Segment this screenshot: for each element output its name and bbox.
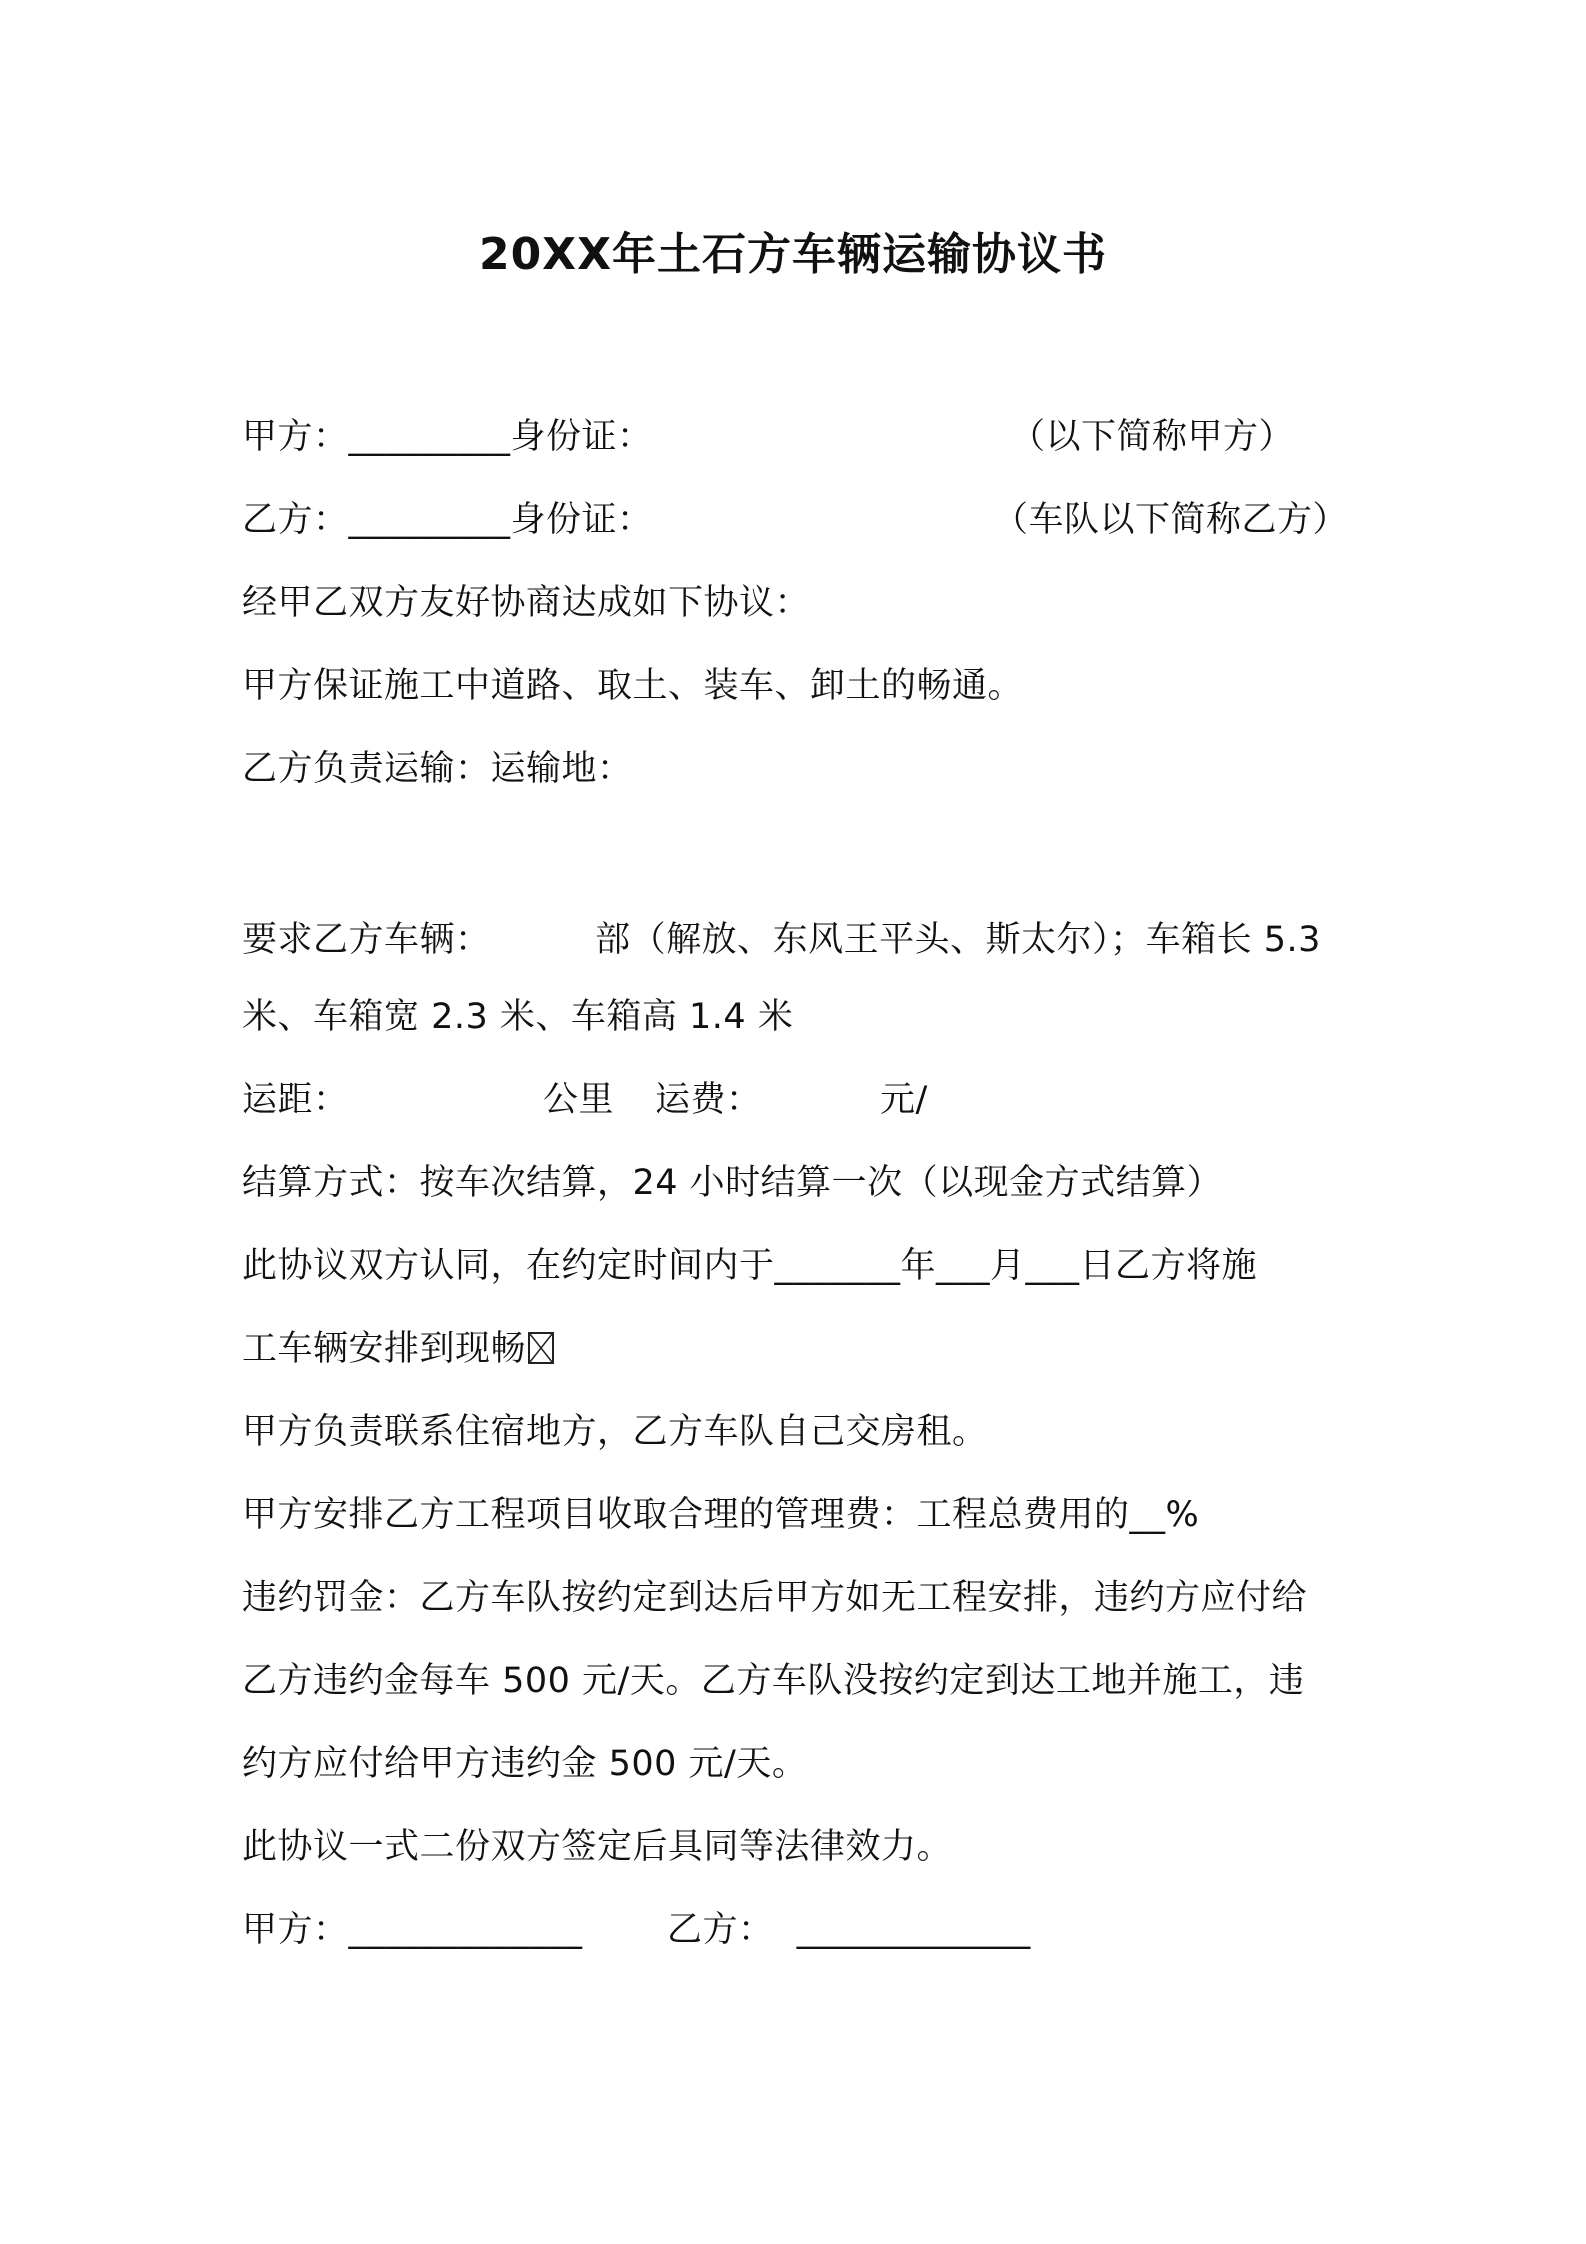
party-b-note: （车队以下简称乙方） bbox=[993, 500, 1349, 540]
distance-label: 运距： bbox=[242, 1080, 349, 1120]
agreement-line-2-text: 工车辆安排到现畅 bbox=[242, 1329, 527, 1369]
agreement-line-2 bbox=[242, 1329, 554, 1369]
fee-unit: 元/ bbox=[880, 1080, 928, 1120]
signature-party-b: 乙方： _____________ bbox=[667, 1910, 1031, 1950]
fee-label: 运费： bbox=[655, 1080, 762, 1120]
missing-glyph-icon bbox=[528, 1332, 554, 1364]
intro-paragraph: 经甲乙双方友好协商达成如下协议： bbox=[242, 583, 811, 623]
copies-paragraph: 此协议一式二份双方签定后具同等法律效力。 bbox=[242, 1827, 953, 1867]
distance-unit: 公里 bbox=[543, 1080, 615, 1120]
document-title: 20XX年土石方车辆运输协议书 bbox=[478, 229, 1108, 280]
vehicle-requirement-line-2: 米、车箱宽 2.3 米、车箱高 1.4 米 bbox=[242, 997, 794, 1037]
agreement-line-1: 此协议双方认同，在约定时间内于_______年___月___日乙方将施 bbox=[242, 1246, 1258, 1286]
transport-paragraph: 乙方负责运输：运输地： bbox=[242, 749, 633, 789]
road-paragraph: 甲方保证施工中道路、取土、装车、卸土的畅通。 bbox=[242, 666, 1024, 706]
party-a-line: 甲方：_________身份证： bbox=[242, 417, 653, 457]
vehicle-requirement-line-1: 要求乙方车辆： 部（解放、东风王平头、斯太尔）；车箱长 5.3 bbox=[242, 920, 1321, 960]
penalty-line-2: 乙方违约金每车 500 元/天。乙方车队没按约定到达工地并施工，违 bbox=[242, 1661, 1305, 1701]
party-b-line: 乙方：_________身份证： bbox=[242, 500, 653, 540]
signature-party-a: 甲方：_____________ bbox=[242, 1910, 583, 1950]
penalty-line-3: 约方应付给甲方违约金 500 元/天。 bbox=[242, 1744, 808, 1784]
settlement-paragraph: 结算方式：按车次结算，24 小时结算一次（以现金方式结算） bbox=[242, 1163, 1223, 1203]
lodging-paragraph: 甲方负责联系住宿地方，乙方车队自己交房租。 bbox=[242, 1412, 988, 1452]
party-a-note: （以下简称甲方） bbox=[1010, 417, 1295, 457]
management-fee-paragraph: 甲方安排乙方工程项目收取合理的管理费：工程总费用的__% bbox=[242, 1495, 1200, 1535]
penalty-line-1: 违约罚金：乙方车队按约定到达后甲方如无工程安排，违约方应付给 bbox=[242, 1578, 1308, 1618]
